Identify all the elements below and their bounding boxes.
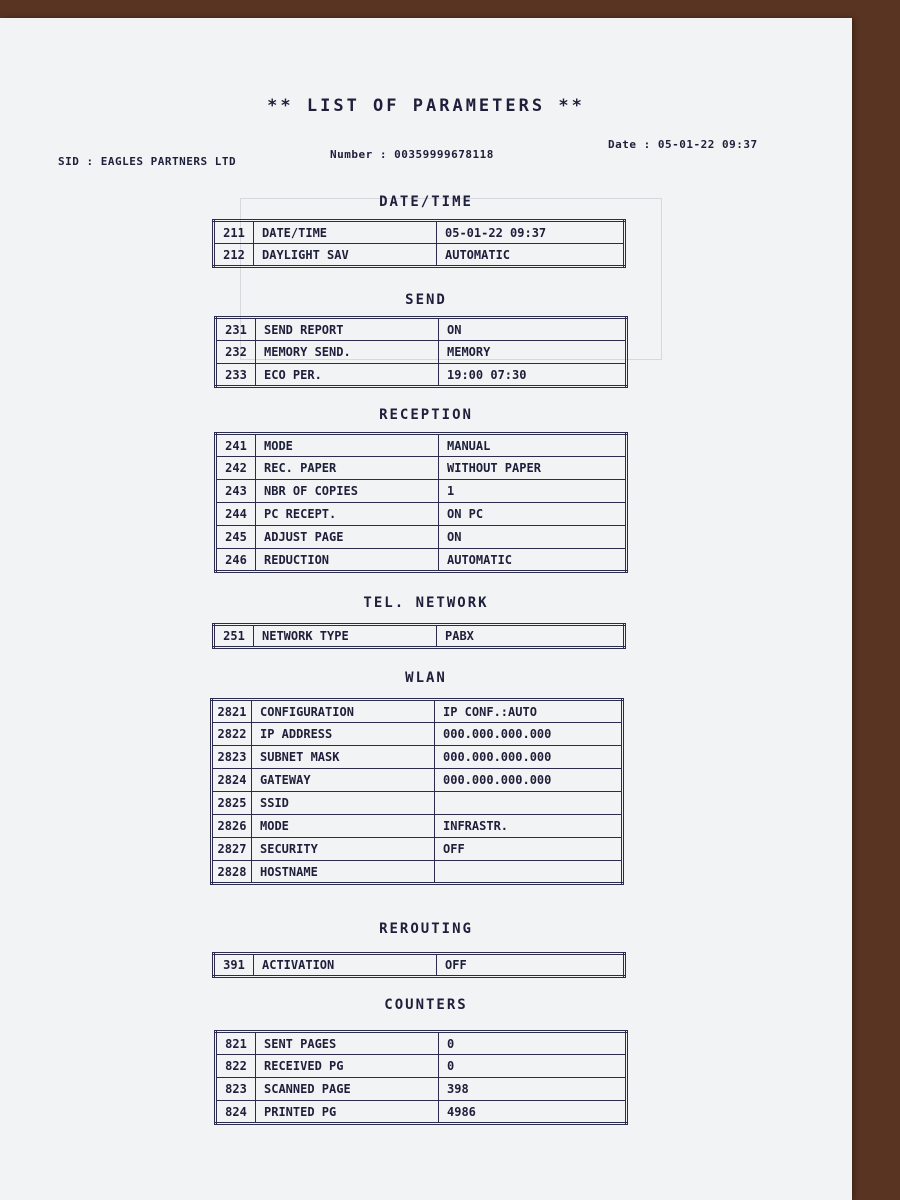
table-row: [216, 480, 627, 503]
param-label: ECO PER.: [256, 364, 439, 387]
param-value: ON: [439, 526, 627, 549]
table-row: [216, 1055, 627, 1078]
param-label: GATEWAY: [252, 769, 435, 792]
param-value: [435, 792, 623, 815]
param-value: 000.000.000.000: [435, 723, 623, 746]
param-value: 000.000.000.000: [435, 746, 623, 769]
param-code: 2821: [212, 700, 252, 723]
table-tel-network: [212, 623, 626, 649]
table-row: [212, 700, 623, 723]
param-label: SENT PAGES: [256, 1032, 439, 1055]
param-value: 000.000.000.000: [435, 769, 623, 792]
param-label: REDUCTION: [256, 549, 439, 572]
sid-text: SID : EAGLES PARTNERS LTD: [58, 155, 237, 168]
param-label: SCANNED PAGE: [256, 1078, 439, 1101]
param-label: PRINTED PG: [256, 1101, 439, 1124]
param-code: 251: [214, 625, 254, 648]
table-send: [214, 316, 628, 388]
param-code: 823: [216, 1078, 256, 1101]
param-label: MODE: [256, 434, 439, 457]
section-title-wlan: WLAN: [405, 670, 447, 686]
number-text: Number : 00359999678118: [330, 148, 494, 161]
table-row: [214, 625, 625, 648]
table-row: [216, 434, 627, 457]
table-reception: [214, 432, 628, 573]
date-text: Date : 05-01-22 09:37: [608, 138, 758, 151]
table-rerouting: [212, 952, 626, 978]
param-label: SEND REPORT: [256, 318, 439, 341]
section-title-tel-network: TEL. NETWORK: [363, 595, 489, 611]
param-label: IP ADDRESS: [252, 723, 435, 746]
param-value: WITHOUT PAPER: [439, 457, 627, 480]
param-code: 233: [216, 364, 256, 387]
table-row: [216, 549, 627, 572]
param-value: MANUAL: [439, 434, 627, 457]
param-label: SSID: [252, 792, 435, 815]
param-code: 241: [216, 434, 256, 457]
param-label: RECEIVED PG: [256, 1055, 439, 1078]
table-row: [216, 457, 627, 480]
param-code: 2828: [212, 861, 252, 884]
param-label: NBR OF COPIES: [256, 480, 439, 503]
param-code: 245: [216, 526, 256, 549]
table-row: [216, 1101, 627, 1124]
param-label: MODE: [252, 815, 435, 838]
param-code: 231: [216, 318, 256, 341]
table-row: [214, 244, 625, 267]
param-code: 821: [216, 1032, 256, 1055]
param-code: 244: [216, 503, 256, 526]
param-label: HOSTNAME: [252, 861, 435, 884]
param-label: MEMORY SEND.: [256, 341, 439, 364]
table-row: [212, 769, 623, 792]
table-row: [216, 503, 627, 526]
param-label: REC. PAPER: [256, 457, 439, 480]
table-row: [216, 341, 627, 364]
param-value: OFF: [435, 838, 623, 861]
table-wlan: [210, 698, 624, 885]
param-value: INFRASTR.: [435, 815, 623, 838]
table-row: [212, 838, 623, 861]
table-row: [214, 221, 625, 244]
param-value: OFF: [437, 954, 625, 977]
param-value: MEMORY: [439, 341, 627, 364]
param-label: NETWORK TYPE: [254, 625, 437, 648]
param-value: AUTOMATIC: [439, 549, 627, 572]
table-row: [216, 1032, 627, 1055]
param-value: ON PC: [439, 503, 627, 526]
param-label: ACTIVATION: [254, 954, 437, 977]
param-label: ADJUST PAGE: [256, 526, 439, 549]
param-code: 246: [216, 549, 256, 572]
param-code: 242: [216, 457, 256, 480]
param-value: PABX: [437, 625, 625, 648]
param-value: 19:00 07:30: [439, 364, 627, 387]
table-row: [212, 861, 623, 884]
param-code: 824: [216, 1101, 256, 1124]
table-date-time: [212, 219, 626, 268]
param-label: DAYLIGHT SAV: [254, 244, 437, 267]
param-value: [435, 861, 623, 884]
param-value: 398: [439, 1078, 627, 1101]
param-value: 05-01-22 09:37: [437, 221, 625, 244]
table-row: [214, 954, 625, 977]
section-title-send: SEND: [405, 292, 447, 308]
table-row: [216, 364, 627, 387]
param-code: 2822: [212, 723, 252, 746]
section-title-reception: RECEPTION: [379, 407, 473, 423]
table-row: [212, 815, 623, 838]
param-label: DATE/TIME: [254, 221, 437, 244]
table-row: [212, 792, 623, 815]
param-label: SECURITY: [252, 838, 435, 861]
table-row: [216, 1078, 627, 1101]
section-title-date-time: DATE/TIME: [379, 194, 473, 210]
param-label: PC RECEPT.: [256, 503, 439, 526]
table-counters: [214, 1030, 628, 1125]
param-value: IP CONF.:AUTO: [435, 700, 623, 723]
param-code: 2824: [212, 769, 252, 792]
param-code: 822: [216, 1055, 256, 1078]
param-value: 0: [439, 1032, 627, 1055]
param-code: 391: [214, 954, 254, 977]
param-code: 243: [216, 480, 256, 503]
section-title-counters: COUNTERS: [384, 997, 468, 1013]
param-code: 232: [216, 341, 256, 364]
param-code: 2825: [212, 792, 252, 815]
table-row: [216, 526, 627, 549]
page-title: ** LIST OF PARAMETERS **: [267, 96, 585, 116]
param-code: 211: [214, 221, 254, 244]
param-value: 4986: [439, 1101, 627, 1124]
param-code: 2826: [212, 815, 252, 838]
param-code: 2823: [212, 746, 252, 769]
param-value: AUTOMATIC: [437, 244, 625, 267]
table-row: [212, 746, 623, 769]
printed-page: [0, 18, 852, 1200]
param-value: 1: [439, 480, 627, 503]
param-value: 0: [439, 1055, 627, 1078]
param-value: ON: [439, 318, 627, 341]
param-code: 2827: [212, 838, 252, 861]
param-code: 212: [214, 244, 254, 267]
param-label: SUBNET MASK: [252, 746, 435, 769]
table-row: [212, 723, 623, 746]
param-label: CONFIGURATION: [252, 700, 435, 723]
section-title-rerouting: REROUTING: [379, 921, 473, 937]
table-row: [216, 318, 627, 341]
